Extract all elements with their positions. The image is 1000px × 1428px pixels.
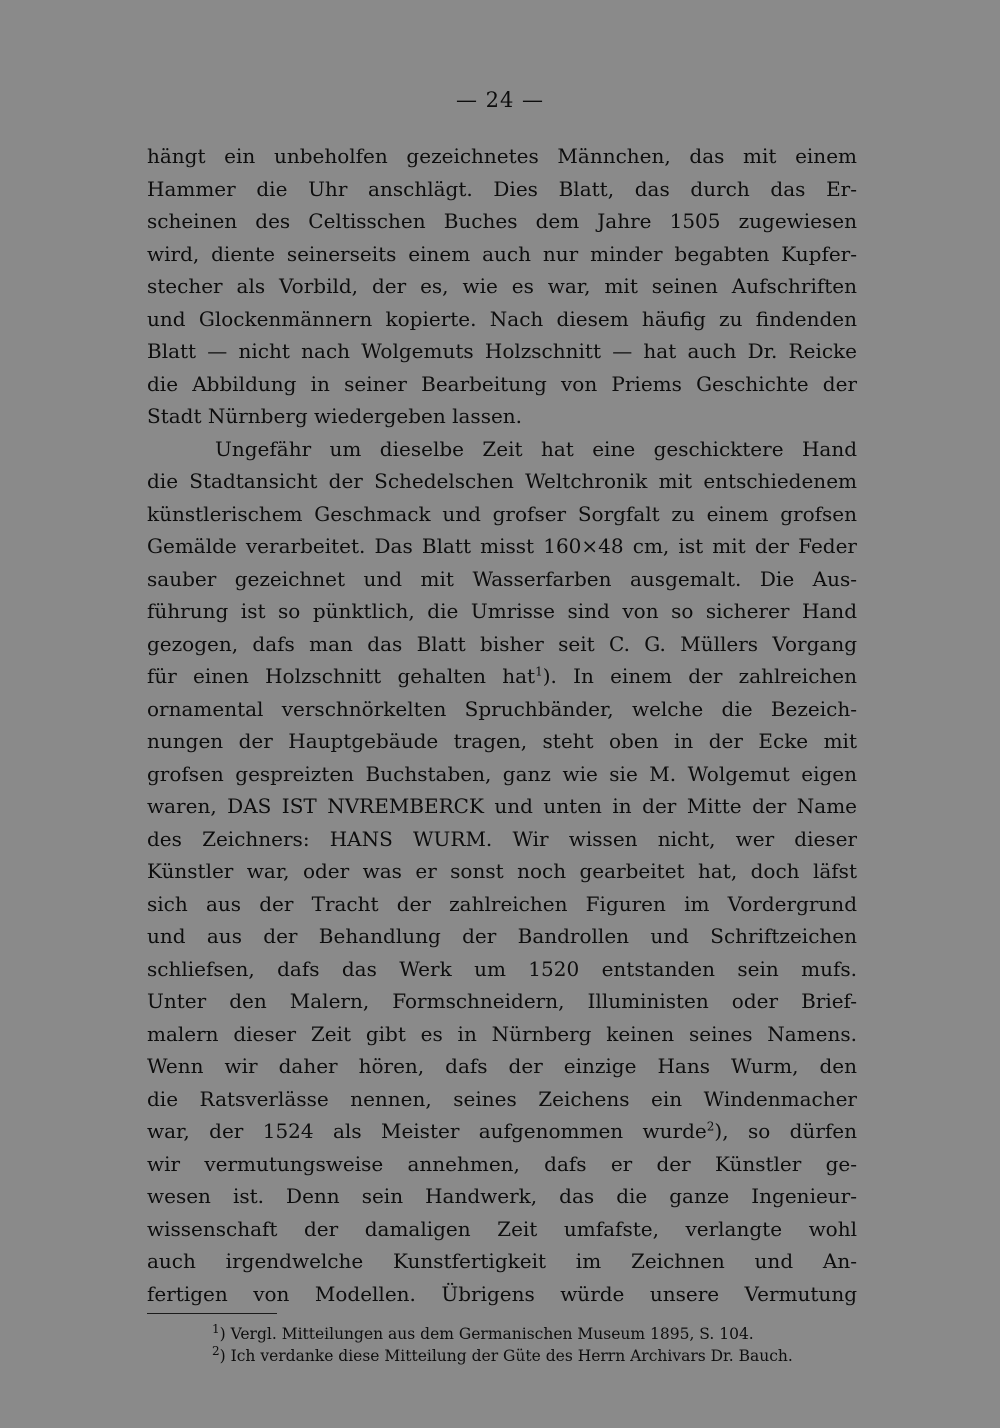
text-line: waren, DAS IST NVREMBERCK und unten in der Mitte der Name bbox=[147, 794, 857, 818]
footnote-text: ) Vergl. Mitteilungen aus dem Germanischen Museum 1895, S. 104. bbox=[219, 1325, 754, 1343]
text-line: Wenn wir daher hören, dafs der einzige Hans Wurm, den bbox=[147, 1054, 857, 1078]
text-line: gezogen, dafs man das Blatt bisher seit C. G. Müllers Vorgang bbox=[147, 631, 857, 656]
text-line: malern dieser Zeit gibt es in Nürnberg keinen seines Namens. bbox=[147, 1021, 857, 1046]
text-line: Unter den Malern, Formschneidern, Illuministen oder Brief- bbox=[147, 989, 857, 1013]
text-line: auch irgendwelche Kunstfertigkeit im Zeichnen und An- bbox=[147, 1249, 857, 1273]
text-line: Künstler war, oder was er sonst noch gearbeitet hat, doch läfst bbox=[147, 859, 857, 883]
text-line: die Ratsverlässe nennen, seines Zeichens ein Windenmacher bbox=[147, 1086, 857, 1111]
footnote-text: ) Ich verdanke diese Mitteilung der Güte des Herrn Archivars Dr. Bauch. bbox=[219, 1347, 793, 1365]
text-line: schliefsen, dafs das Werk um 1520 entstanden sein mufs. bbox=[147, 956, 857, 981]
text-line: künstlerischem Geschmack und grofser Sorgfalt zu einem grofsen bbox=[147, 501, 857, 526]
text-line: scheinen des Celtisschen Buches dem Jahre 1505 zugewiesen bbox=[147, 209, 857, 233]
text-line: fertigen von Modellen. Übrigens würde unsere Vermutung bbox=[147, 1281, 857, 1306]
text-line: wir vermutungsweise annehmen, dafs er der Künstler ge- bbox=[147, 1151, 857, 1176]
text-line-part: ). In einem der zahlreichen bbox=[542, 664, 857, 688]
text-line: wesen ist. Denn sein Handwerk, das die ganze Ingenieur- bbox=[147, 1184, 857, 1208]
footnote-ref: 1 bbox=[535, 664, 543, 679]
text-line-part: war, der 1524 als Meister aufgenommen wurde bbox=[147, 1119, 707, 1143]
text-line-part: ), so dürfen bbox=[714, 1119, 857, 1143]
text-line: sich aus der Tracht der zahlreichen Figuren im Vordergrund bbox=[147, 891, 857, 916]
text-line: Blatt — nicht nach Wolgemuts Holzschnitt — hat auch Dr. Reicke bbox=[147, 339, 857, 363]
text-line: und Glockenmännern kopierte. Nach diesem häufig zu findenden bbox=[147, 306, 857, 331]
text-line: Ungefähr um dieselbe Zeit hat eine geschicktere Hand bbox=[215, 436, 857, 461]
text-line-part: für einen Holzschnitt gehalten hat bbox=[147, 664, 536, 688]
text-line: wird, diente seinerseits einem auch nur minder begabten Kupfer- bbox=[147, 241, 857, 266]
footnote-2 bbox=[212, 1345, 872, 1367]
text-line: nungen der Hauptgebäude tragen, steht oben in der Ecke mit bbox=[147, 729, 857, 753]
text-line: und aus der Behandlung der Bandrollen und Schriftzeichen bbox=[147, 924, 857, 948]
body-text bbox=[147, 140, 857, 1310]
text-line: die Stadtansicht der Schedelschen Weltchronik mit entschiedenem bbox=[147, 469, 857, 493]
text-line: sauber gezeichnet und mit Wasserfarben ausgemalt. Die Aus- bbox=[147, 566, 857, 591]
text-line: die Abbildung in seiner Bearbeitung von Priems Geschichte der bbox=[147, 371, 857, 396]
text-line-with-footnote-ref bbox=[147, 1115, 857, 1148]
footnote-divider bbox=[147, 1313, 277, 1314]
text-line: Gemälde verarbeitet. Das Blatt misst 160×48 cm, ist mit der Feder bbox=[147, 534, 857, 558]
text-line: grofsen gespreizten Buchstaben, ganz wie sie M. Wolgemut eigen bbox=[147, 761, 857, 786]
text-line: führung ist so pünktlich, die Umrisse sind von so sicherer Hand bbox=[147, 599, 857, 623]
footnotes bbox=[212, 1323, 872, 1367]
text-line: ornamental verschnörkelten Spruchbänder, welche die Bezeich- bbox=[147, 696, 857, 721]
page-number: — 24 — bbox=[455, 88, 545, 112]
footnote-1 bbox=[212, 1323, 872, 1345]
text-line: wissenschaft der damaligen Zeit umfafste, verlangte wohl bbox=[147, 1216, 857, 1241]
text-line: Hammer die Uhr anschlägt. Dies Blatt, das durch das Er- bbox=[147, 176, 857, 201]
text-line: hängt ein unbeholfen gezeichnetes Männchen, das mit einem bbox=[147, 144, 857, 168]
footnote-ref: 2 bbox=[706, 1119, 715, 1134]
text-line: des Zeichners: HANS WURM. Wir wissen nicht, wer dieser bbox=[147, 826, 857, 851]
footnote-marker: 2 bbox=[212, 1343, 220, 1358]
text-line-with-footnote-ref bbox=[147, 660, 857, 693]
text-line: Stadt Nürnberg wiedergeben lassen. bbox=[147, 404, 523, 428]
text-line: stecher als Vorbild, der es, wie es war, mit seinen Aufschriften bbox=[147, 274, 857, 298]
footnote-marker: 1 bbox=[212, 1321, 220, 1336]
